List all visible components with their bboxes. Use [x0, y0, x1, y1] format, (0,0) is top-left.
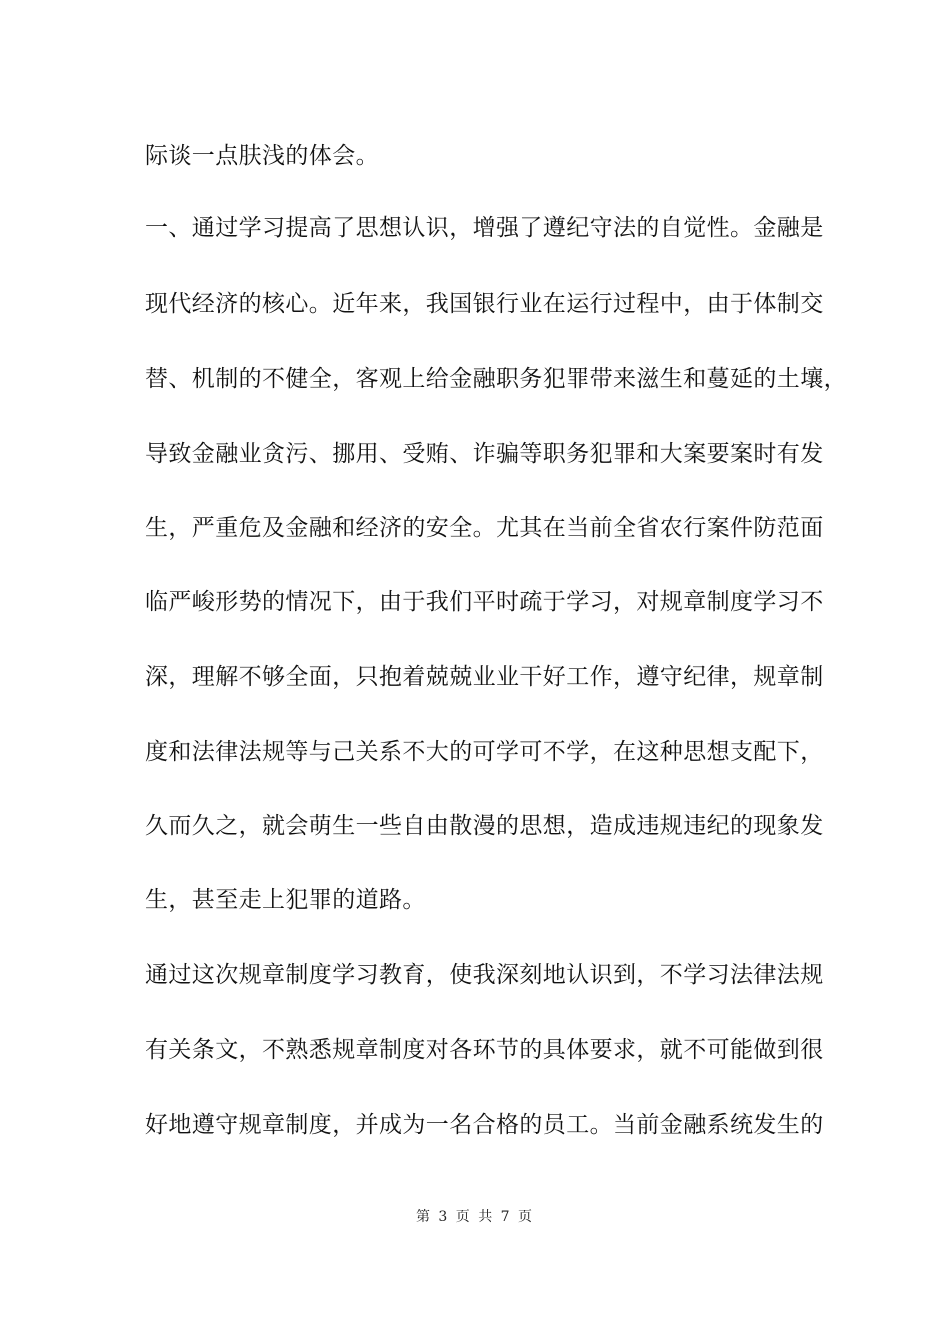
text-line: 好地遵守规章制度，并成为一名合格的员工。当前金融系统发生的	[145, 1112, 824, 1138]
text-line: 生，甚至走上犯罪的道路。	[145, 887, 426, 913]
text-line: 有关条文，不熟悉规章制度对各环节的具体要求，就不可能做到很	[145, 1037, 824, 1063]
text-line: 度和法律法规等与己关系不大的可学可不学，在这种思想支配下，	[145, 739, 824, 765]
text-line: 生，严重危及金融和经济的安全。尤其在当前全省农行案件防范面	[145, 515, 824, 541]
text-line: 一、通过学习提高了思想认识，增强了遵纪守法的自觉性。金融是	[145, 215, 824, 241]
text-line: 临严峻形势的情况下，由于我们平时疏于学习，对规章制度学习不	[145, 589, 824, 615]
text-line: 通过这次规章制度学习教育，使我深刻地认识到，不学习法律法规	[145, 962, 824, 988]
text-line: 深，理解不够全面，只抱着兢兢业业干好工作，遵守纪律，规章制	[145, 664, 824, 690]
page-number: 第 3 页 共 7 页	[415, 1209, 535, 1225]
text-line: 久而久之，就会萌生一些自由散漫的思想，造成违规违纪的现象发	[145, 813, 824, 839]
text-line: 际谈一点肤浅的体会。	[145, 143, 379, 169]
text-line: 替、机制的不健全，客观上给金融职务犯罪带来滋生和蔓延的土壤，	[145, 366, 847, 392]
text-line: 现代经济的核心。近年来，我国银行业在运行过程中，由于体制交	[145, 291, 824, 317]
text-line: 导致金融业贪污、挪用、受贿、诈骗等职务犯罪和大案要案时有发	[145, 441, 824, 467]
